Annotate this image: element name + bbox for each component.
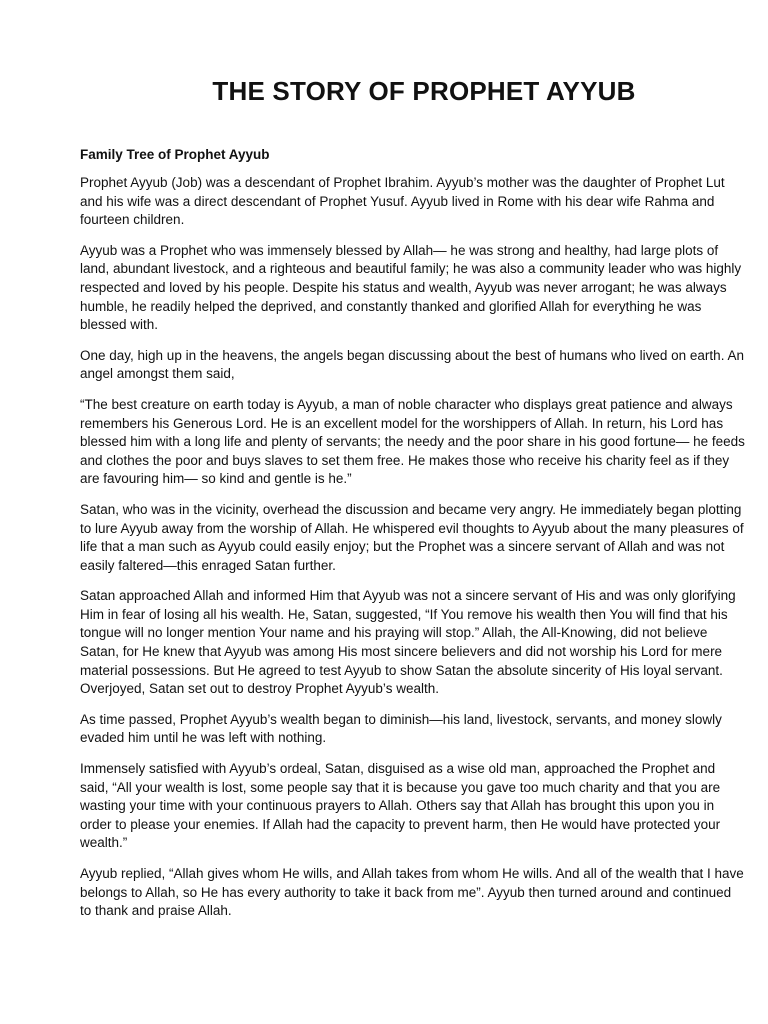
document-title: THE STORY OF PROPHET AYYUB [212,76,636,106]
section-heading: Family Tree of Prophet Ayyub [80,147,270,162]
paragraph-6: Satan approached Allah and informed Him that Ayyub was not a sincere servant of His and was only glorifying Him in fear of losing all his wealth. He, Satan, suggested, “If You remove his wealth then You will find that his tongue will no longer mention Your name and his praying will stop.” Allah, the All-Knowing, did not believe Satan, for He knew that Ayyub was among His most sincere believers and did not worship his Lord for mere material possessions. But He agreed to test Ayyub to show Satan the absolute sincerity of His loyal servant. Overjoyed, Satan set out to destroy Prophet Ayyub’s wealth. [80,588,736,697]
paragraph-9: Ayyub replied, “Allah gives whom He wills, and Allah takes from whom He wills. And all of the wealth that I have belongs to Allah, so He has every authority to take it back from me”. Ayyub then turned around and continued to thank and praise Allah. [80,866,744,919]
paragraph-1: Prophet Ayyub (Job) was a descendant of Prophet Ibrahim. Ayyub’s mother was the daughter of Prophet Lut and his wife was a direct descendant of Prophet Yusuf. Ayyub lived in Rome with his dear wife Rahma and fourteen children. [80,175,725,228]
paragraph-8: Immensely satisfied with Ayyub’s ordeal, Satan, disguised as a wise old man, approached the Prophet and said, “All your wealth is lost, some people say that it is because you gave too much charity and that you are wasting your time with your continuous prayers to Allah. Others say that Allah has brought this upon you in order to please your enemies. If Allah had the capacity to prevent harm, then He would have protected your wealth.” [80,761,721,851]
paragraph-2: Ayyub was a Prophet who was immensely blessed by Allah— he was strong and healthy, had large plots of land, abundant livestock, and a righteous and beautiful family; he was also a community leader who was highly respected and loved by his people. Despite his status and wealth, Ayyub was never arrogant; he was always humble, he readily helped the deprived, and constantly thanked and glorified Allah for everything he was blessed with. [80,242,742,333]
paragraph-4: “The best creature on earth today is Ayyub, a man of noble character who displays great patience and always remembers his Generous Lord. He is an excellent model for the worshippers of Allah. In return, his Lord has blessed him with a long life and plenty of servants; the needy and the poor share in his good fortune— he feeds and clothes the poor and buys slaves to set them free. He makes those who receive his charity feel as if they are favouring him— so kind and gentle is he.” [80,396,745,487]
paragraph-5: Satan, who was in the vicinity, overhead the discussion and became very angry. He immediately began plotting to lure Ayyub away from the worship of Allah. He whispered evil thoughts to Ayyub about the many pleasures of life that a man such as Ayyub could easily enjoy; but the Prophet was a sincere servant of Allah and was not easily faltered—this enraged Satan further. [80,501,744,573]
paragraph-3: One day, high up in the heavens, the angels began discussing about the best of humans who lived on earth. An angel amongst them said, [80,347,744,382]
paragraph-7: As time passed, Prophet Ayyub’s wealth began to diminish—his land, livestock, servants, and money slowly evaded him until he was left with nothing. [80,711,722,746]
